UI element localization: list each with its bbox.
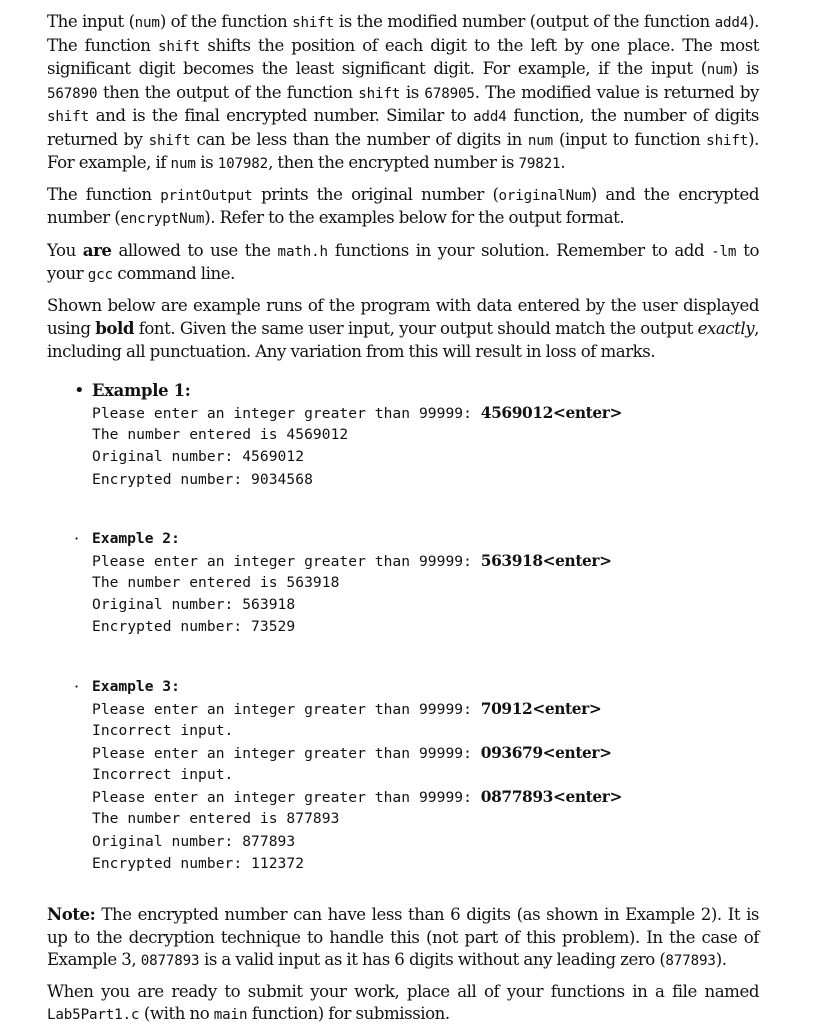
bullet-icon: · — [74, 676, 80, 696]
error-line: Incorrect input. — [92, 766, 234, 784]
example-title: Example 3: — [92, 677, 180, 695]
user-input: 093679<enter> — [480, 743, 612, 762]
output-line: Encrypted number: 112372 — [92, 854, 305, 872]
example-1 — [74, 380, 759, 491]
paragraph-math-library: You are allowed to use the math.h functions in your solution. Remember to add -lm to your gcc command line. — [47, 239, 759, 283]
example-list — [74, 380, 759, 875]
note-label: Note: — [47, 904, 96, 924]
note-section — [47, 903, 759, 1027]
output-line: Original number: 4569012 — [92, 448, 305, 466]
output-line: Original number: 563918 — [92, 596, 296, 614]
prompt-line: Please enter an integer greater than 99999: 093679<enter> — [92, 743, 612, 762]
example-3 — [74, 676, 759, 876]
paragraph-shift-description: The input (num) of the function shift is the modified number (output of the function add4). The function shift shifts the position of each digit to the left by one place. The most significant digit becomes the least significant digit. For example, if the input (num) is 567890 then the output of the function shift is 678905. The modified value is returned by shift and is the final encrypted number. Similar to add4 function, the number of digits returned by shift can be less than the number of digits in num (input to function shift). For example, if num is 107982, then the encrypted number is 79821. — [47, 12, 759, 172]
example-2 — [74, 528, 759, 639]
output-line: Original number: 877893 — [92, 832, 296, 850]
error-line: Incorrect input. — [92, 721, 234, 739]
bullet-icon: • — [74, 380, 85, 401]
example-title: Example 1: — [92, 381, 191, 400]
user-input: 563918<enter> — [480, 551, 612, 570]
user-input: 4569012<enter> — [480, 404, 622, 422]
prompt-line: Please enter an integer greater than 99999: 70912<enter> — [92, 699, 602, 718]
user-input: 0877893<enter> — [480, 788, 622, 807]
prompt-line: Please enter an integer greater than 99999: 563918<enter> — [92, 551, 612, 570]
paragraph-note: Note: The encrypted number can have less than 6 digits (as shown in Example 2). It is up to the decryption technique to handle this (not part of this problem). In the case of Example 3, 0877893 is a valid input as it has 6 digits without any leading zero (877893). — [47, 904, 759, 969]
paragraph-submission: When you are ready to submit your work, place all of your functions in a file named Lab5Part1.c (with no main function) for submission. — [47, 981, 759, 1023]
output-line: Encrypted number: 73529 — [92, 618, 296, 636]
paragraph-example-intro: Shown below are example runs of the program with data entered by the user displayed using bold font. Given the same user input, your output should match the output exactly, including all punctuation. Any variation from this will result in loss of marks. — [47, 295, 759, 361]
user-input: 70912<enter> — [480, 699, 602, 718]
output-line: Encrypted number: 9034568 — [92, 470, 313, 488]
example-title: Example 2: — [92, 529, 180, 547]
output-line: The number entered is 4569012 — [92, 426, 349, 444]
document-page — [47, 11, 759, 1035]
output-line: The number entered is 563918 — [92, 573, 340, 591]
paragraph-print-output: The function printOutput prints the original number (originalNum) and the encrypted number (encryptNum). Refer to the examples below for the output format. — [47, 184, 759, 227]
prompt-line: Please enter an integer greater than 99999: 0877893<enter> — [92, 788, 622, 807]
output-line: The number entered is 877893 — [92, 810, 340, 828]
prompt-line: Please enter an integer greater than 99999: 4569012<enter> — [92, 404, 622, 422]
bullet-icon: · — [74, 528, 80, 548]
